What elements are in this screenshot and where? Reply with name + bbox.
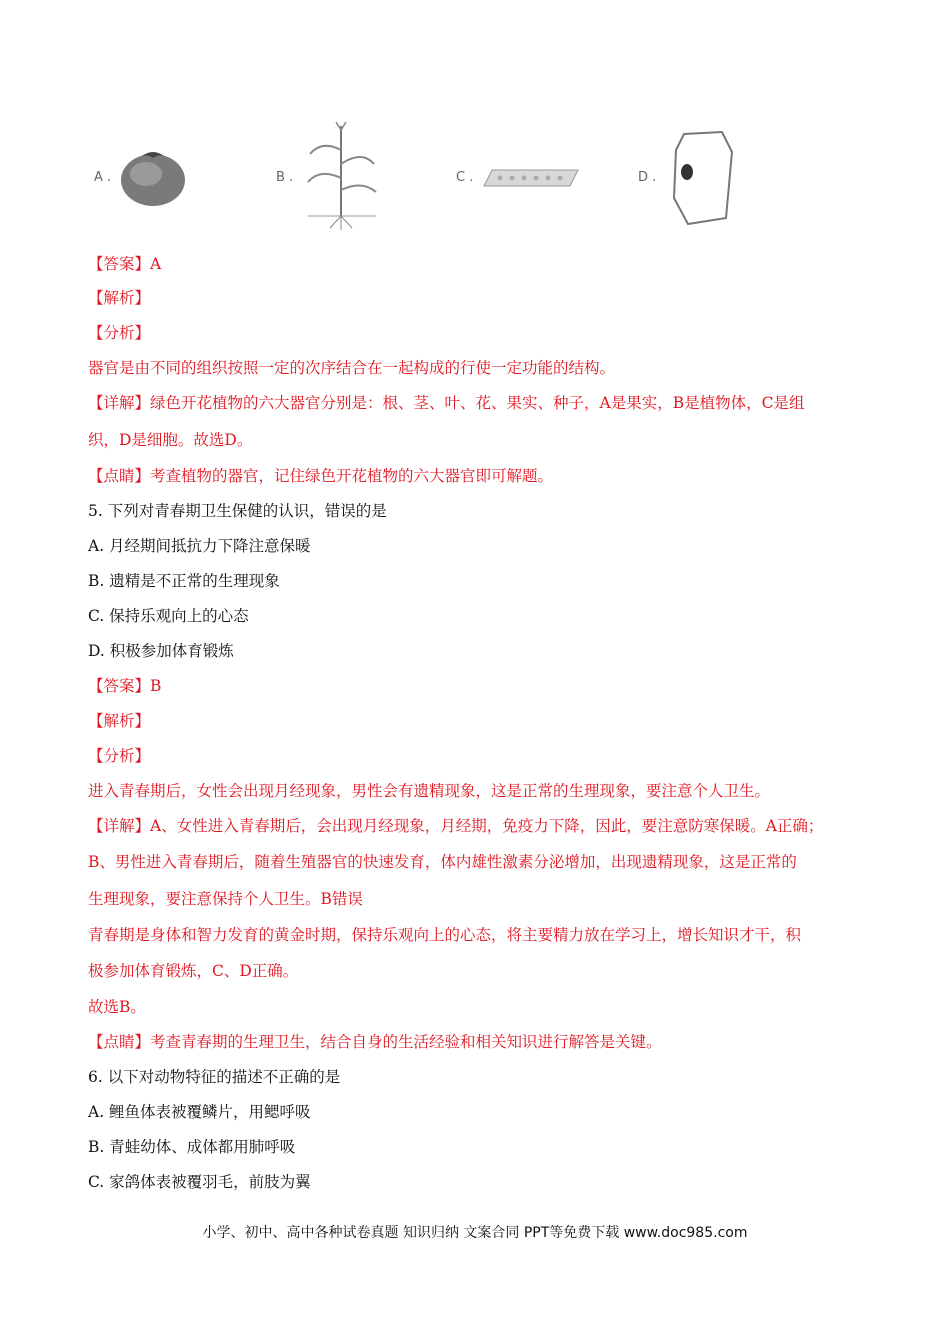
q6-stem: 6. 以下对动物特征的描述不正确的是 <box>88 1068 341 1086</box>
tomato-image <box>118 146 188 208</box>
q4-fenxi-heading: 【分析】 <box>88 324 151 342</box>
q5-option-b: B. 遗精是不正常的生理现象 <box>88 572 280 590</box>
q4-detail-line-1: 【详解】绿色开花植物的六大器官分别是：根、茎、叶、花、果实、种子，A是果实，B是植物体，C是组 <box>88 394 805 412</box>
q5-stem: 5. 下列对青春期卫生保健的认识，错误的是 <box>88 502 387 520</box>
figure-c-label: C . <box>456 170 474 185</box>
q5-fenxi-text: 进入青春期后，女性会出现月经现象，男性会有遗精现象，这是正常的生理现象，要注意个人卫生。 <box>88 782 771 800</box>
figure-a-label: A . <box>94 170 112 185</box>
q5-option-c: C. 保持乐观向上的心态 <box>88 607 249 625</box>
q4-answer: 【答案】A <box>88 255 162 273</box>
q5-option-d: D. 积极参加体育锻炼 <box>88 642 234 660</box>
question-4-figures <box>88 118 788 238</box>
q5-detail-line-5: 极参加体育锻炼，C、D正确。 <box>88 962 299 980</box>
q4-detail-line-2: 织，D是细胞。故选D。 <box>88 431 253 449</box>
q5-detail-line-1: 【详解】A、女性进入青春期后，会出现月经现象，月经期，免疫力下降，因此，要注意防寒保暖。A正确； <box>88 817 824 835</box>
q6-option-a: A. 鲤鱼体表被覆鳞片，用鳃呼吸 <box>88 1103 311 1121</box>
q5-fenxi-heading: 【分析】 <box>88 747 151 765</box>
q5-point: 【点睛】考查青春期的生理卫生，结合自身的生活经验和相关知识进行解答是关键。 <box>88 1033 662 1051</box>
q6-option-b: B. 青蛙幼体、成体都用肺呼吸 <box>88 1138 296 1156</box>
page-footer: 小学、初中、高中各种试卷真题 知识归纳 文案合同 PPT等免费下载 www.doc985.com <box>202 1225 748 1241</box>
q5-detail-line-4: 青春期是身体和智力发育的黄金时期，保持乐观向上的心态，将主要精力放在学习上，增长知识才干，积 <box>88 926 802 944</box>
figure-b-label: B . <box>276 170 294 185</box>
q5-option-a: A. 月经期间抵抗力下降注意保暖 <box>88 537 311 555</box>
q4-fenxi-text: 器官是由不同的组织按照一定的次序结合在一起构成的行使一定功能的结构。 <box>88 359 616 377</box>
tissue-image <box>482 162 582 192</box>
q5-conclusion: 故选B。 <box>88 998 146 1016</box>
q5-detail-line-2: B、男性进入青春期后，随着生殖器官的快速发育，体内雄性激素分泌增加，出现遗精现象，这是正常的 <box>88 853 797 871</box>
q5-detail-line-3: 生理现象，要注意保持个人卫生。B错误 <box>88 890 363 908</box>
plant-cell-image <box>666 128 738 228</box>
q5-answer: 【答案】B <box>88 677 162 695</box>
q5-analysis-heading: 【解析】 <box>88 712 151 730</box>
q4-analysis-heading: 【解析】 <box>88 289 151 307</box>
corn-plant-image <box>300 120 382 232</box>
figure-d-label: D . <box>638 170 657 185</box>
q4-point: 【点睛】考查植物的器官，记住绿色开花植物的六大器官即可解题。 <box>88 467 554 485</box>
q6-option-c: C. 家鸽体表被覆羽毛，前肢为翼 <box>88 1173 311 1191</box>
